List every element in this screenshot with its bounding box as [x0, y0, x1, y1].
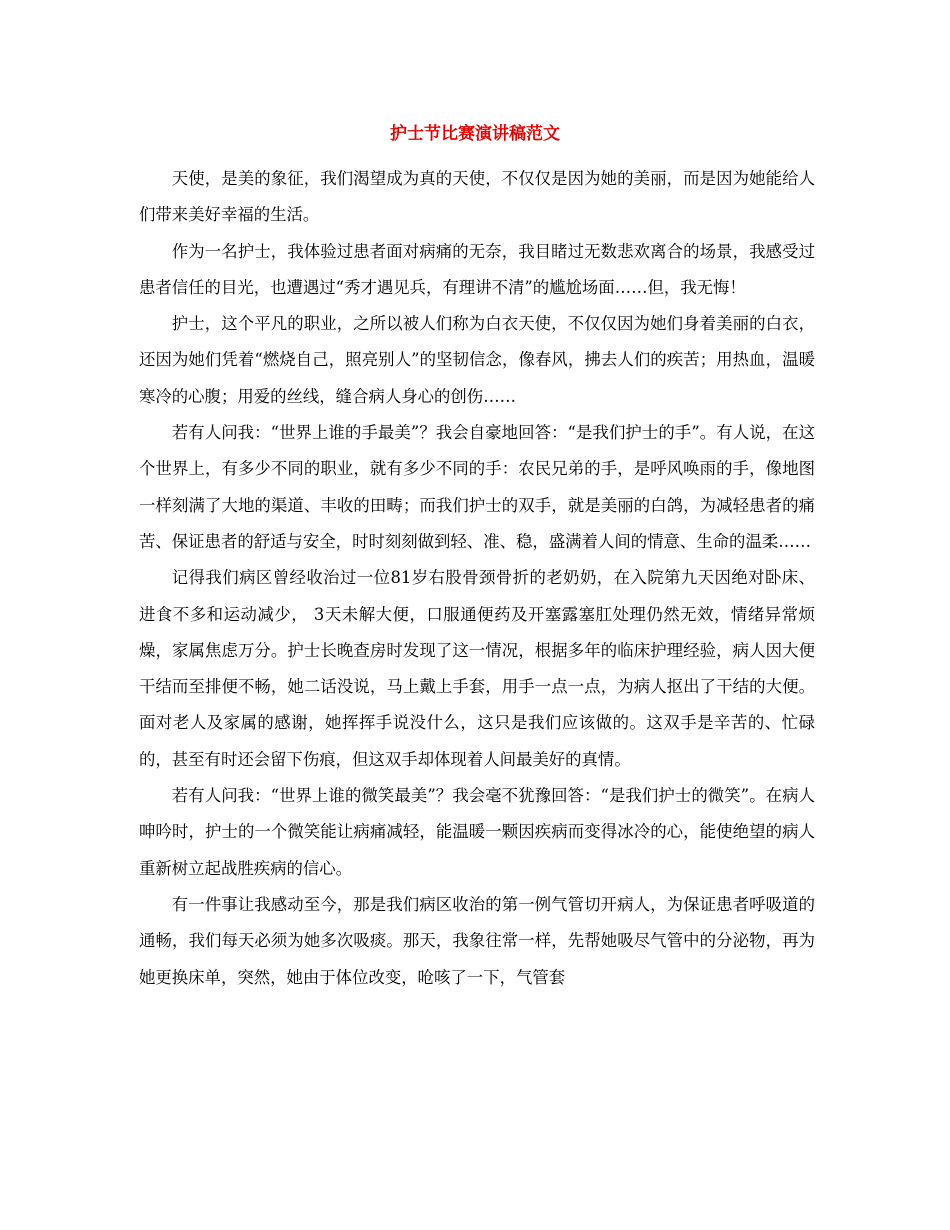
document-body	[139, 161, 815, 996]
paragraph: 有一件事让我感动至今，那是我们病区收治的第一例气管切开病人，为保证患者呼吸道的通畅，我们每天必须为她多次吸痰。那天，我象往常一样，先帮她吸尽气管中的分泌物，再为她更换床单，突然，她由于体位改变，呛咳了一下，气管套	[139, 894, 815, 987]
paragraph: 护士，这个平凡的职业，之所以被人们称为白衣天使，不仅仅因为她们身着美丽的白衣，还因为她们凭着“燃烧自己，照亮别人”的坚韧信念，像春风，拂去人们的疾苦；用热血，温暖寒冷的心腹；用爱的丝线，缝合病人身心的创伤……	[139, 314, 815, 406]
document-title: 护士节比赛演讲稿范文	[390, 124, 560, 144]
paragraph: 记得我们病区曾经收治过一位81岁右股骨颈骨折的老奶奶，在入院第九天因绝对卧床、进食不多和运动减少， 3天未解大便，口服通便药及开塞露塞肛处理仍然无效，情绪异常烦燥，家属焦虑万分。护士长晚查房时发现了这一情况，根据多年的临床护理经验，病人因大便干结而至排便不畅，她二话没说，马上戴上手套，用手一点一点，为病人抠出了干结的大便。面对老人及家属的感谢，她挥挥手说没什么，这只是我们应该做的。这双手是辛苦的、忙碌的，甚至有时还会留下伤痕，但这双手却体现着人间最美好的真情。	[139, 568, 815, 769]
paragraph: 作为一名护士，我体验过患者面对病痛的无奈，我目睹过无数悲欢离合的场景，我感受过患者信任的目光，也遭遇过“秀才遇见兵，有理讲不清”的尴尬场面……但，我无悔！	[139, 241, 815, 297]
paragraph: 若有人问我：“世界上谁的手最美”？我会自豪地回答：“是我们护士的手”。有人说，在这个世界上，有多少不同的职业，就有多少不同的手：农民兄弟的手，是呼风唤雨的手，像地图一样刻满了大地的渠道、丰收的田畴；而我们护士的双手，就是美丽的白鸽，为减轻患者的痛苦、保证患者的舒适与安全，时时刻刻做到轻、准、稳，盛满着人间的情意、生命的温柔……	[139, 423, 815, 551]
paragraph: 天使，是美的象征，我们渴望成为真的天使，不仅仅是因为她的美丽，而是因为她能给人们带来美好幸福的生活。	[139, 169, 815, 225]
paragraph: 若有人问我：“世界上谁的微笑最美”？我会毫不犹豫回答：“是我们护士的微笑”。在病人呻吟时，护士的一个微笑能让病痛减轻，能温暖一颗因疾病而变得冰冷的心，能使绝望的病人重新树立起战胜疾病的信心。	[139, 786, 815, 878]
